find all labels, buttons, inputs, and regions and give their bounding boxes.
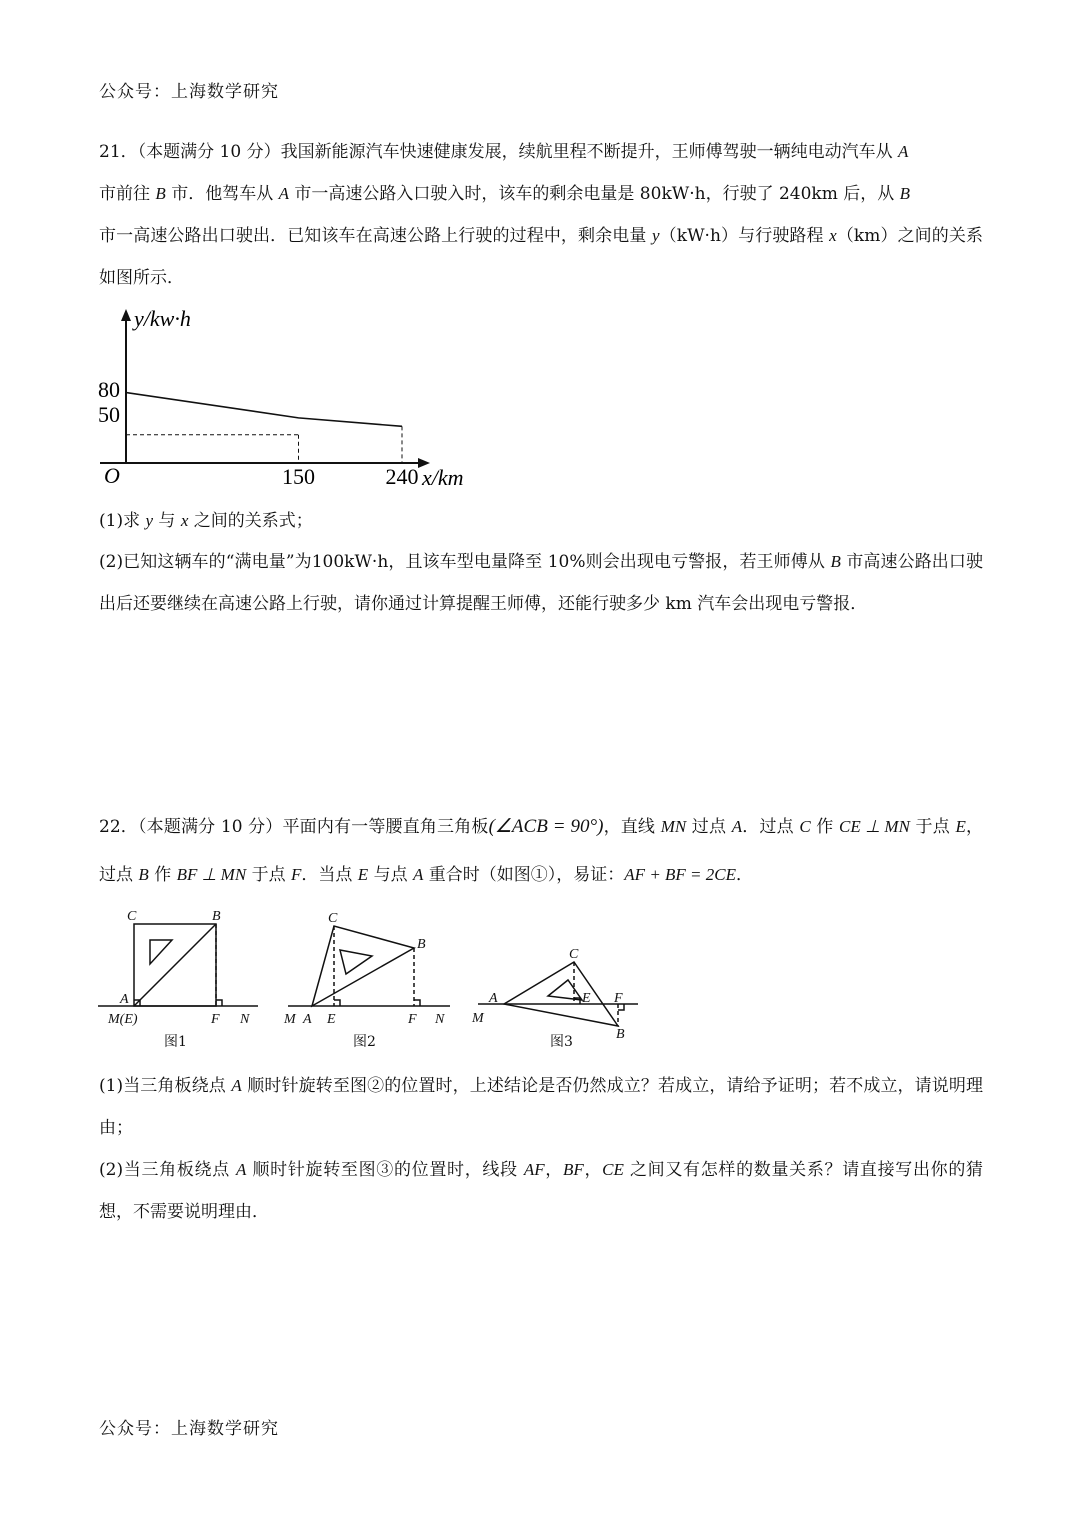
question-21-intro: 21．（本题满分 10 分）我国新能源汽车快速健康发展，续航里程不断提升，王师傅驾驶一辆纯电动汽车从 A 市前往 B 市．他驾车从 A 市一高速公路入口驶入时，该车的剩余电量是 80kW·h，行驶了 240km 后，从 B 市一高速公路出口驶出．已知该车在高速公路上行驶的过程中，剩余电量 y（kW·h）与行驶路程 x（km）之间的关系如图所示． — [99, 142, 984, 288]
question-21-part-2: (2)已知这辆车的“满电量”为100kW·h，且该车型电量降至 10%则会出现电亏警报，若王师傅从 B 市高速公路出口驶出后还要继续在高速公路上行驶，请你通过计算提醒王师傅，还能行驶多少 km 汽车会出现电亏警报． — [99, 552, 983, 614]
fig3-label-e: E — [582, 991, 591, 1006]
x-axis-label: x/km — [422, 465, 464, 490]
x-tick-label: 240 — [385, 464, 419, 489]
question-21-part-1: (1)求 y 与 x 之间的关系式； — [99, 511, 313, 531]
fig2-label-m: M — [284, 1012, 296, 1027]
y-axis-arrow — [121, 309, 131, 321]
fig1-label-a: A — [120, 992, 129, 1007]
fig1-label-n: N — [240, 1012, 250, 1027]
fig2-label-f: F — [408, 1012, 417, 1027]
fig1-label-b: B — [212, 909, 221, 924]
fig1-caption: 图1 — [164, 1034, 187, 1050]
fig3-label-m: M — [472, 1011, 484, 1026]
series-line — [126, 393, 402, 427]
page-header: 公众号：上海数学研究 — [99, 82, 279, 102]
question-22-intro: 22．（本题满分 10 分）平面内有一等腰直角三角板(∠ACB = 90°)，直线 MN 过点 A．过点 C 作 CE ⊥ MN 于点 E，过点 B 作 BF ⊥ MN 于点 F．当点 E 与点 A 重合时（如图①），易证：AF + BF = 2CE． — [99, 816, 984, 885]
fig2-caption: 图2 — [353, 1034, 376, 1050]
fig1-label-f: F — [211, 1012, 220, 1027]
fig2-label-c: C — [328, 911, 338, 926]
fig1-label-c: C — [127, 909, 137, 924]
fig2-label-e: E — [327, 1012, 336, 1027]
battery-chart — [90, 305, 490, 500]
y-axis-label: y/kw·h — [134, 306, 191, 331]
question-22-part-1: (1)当三角板绕点 A 顺时针旋转至图②的位置时，上述结论是否仍然成立？若成立，请给予证明；若不成立，请说明理由； — [99, 1076, 984, 1138]
fig2-label-b: B — [417, 937, 426, 952]
fig3-label-c: C — [569, 947, 579, 962]
fig3-caption: 图3 — [550, 1034, 573, 1050]
fig3-label-f: F — [614, 991, 623, 1006]
fig3-label-b: B — [616, 1027, 625, 1042]
fig1-label-m: M(E) — [108, 1012, 138, 1027]
y-tick-label: 80 — [98, 377, 120, 402]
origin-label: O — [104, 463, 120, 488]
question-22-part-2: (2)当三角板绕点 A 顺时针旋转至图③的位置时，线段 AF，BF，CE 之间又有怎样的数量关系？请直接写出你的猜想，不需要说明理由． — [99, 1160, 984, 1222]
fig3-label-a: A — [489, 991, 498, 1006]
x-tick-label: 150 — [282, 464, 315, 489]
y-tick-label: 50 — [98, 402, 120, 427]
geometry-figures — [90, 900, 650, 1060]
fig2-label-a: A — [303, 1012, 312, 1027]
page-footer: 公众号：上海数学研究 — [99, 1419, 279, 1439]
chart-axes — [100, 309, 430, 468]
figure-2 — [288, 926, 450, 1006]
fig2-label-n: N — [435, 1012, 445, 1027]
